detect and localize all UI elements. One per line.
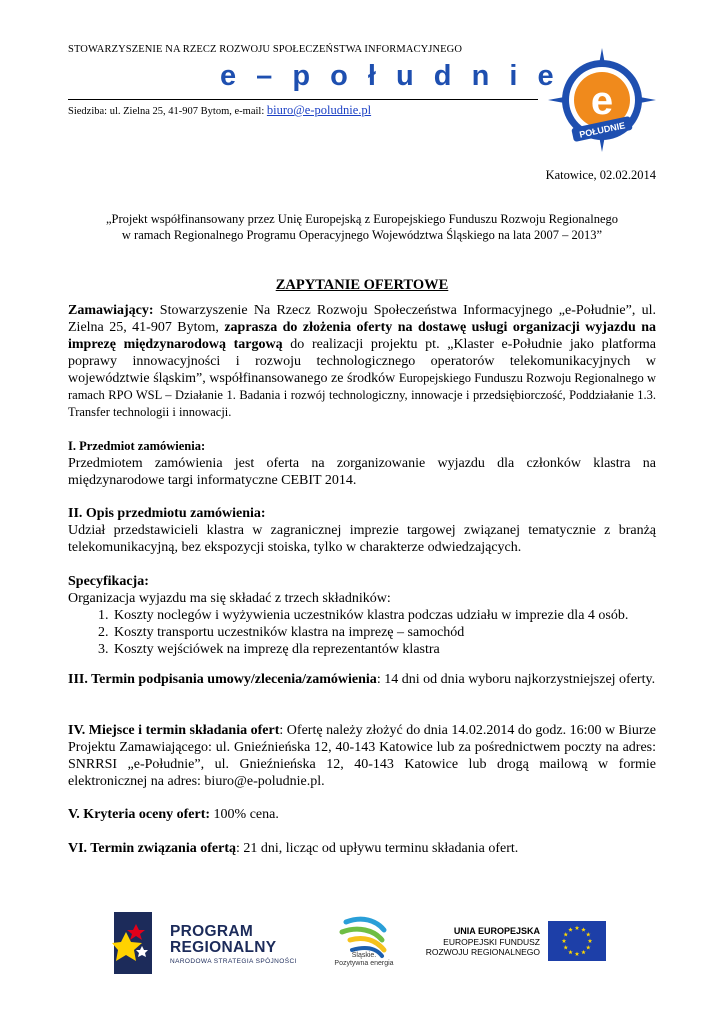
program-line-2: REGIONALNY: [170, 939, 277, 956]
address-text: Siedziba: ul. Zielna 25, 41-907 Bytom, e-mail:: [68, 106, 267, 117]
eu-flag-icon: [548, 921, 606, 961]
section-4-heading: IV. Miejsce i termin składania ofert: [68, 723, 280, 738]
project-cofinancing-note: [68, 211, 656, 243]
document-date: Katowice, 02.02.2014: [545, 168, 656, 182]
footer-logos: [0, 900, 724, 990]
section-6-heading: VI. Termin związania ofertą: [68, 841, 236, 856]
slaskie-text: [320, 952, 408, 968]
intro-bold-text: zaprasza do złożenia oferty na dostawę usługi organizacji wyjazdu na imprezę międzynarodową targową: [68, 320, 656, 352]
section-6: [68, 840, 656, 857]
list-item: 3. Koszty wejściówek na imprezę dla reprezentantów klastra: [112, 641, 656, 658]
header-divider: [68, 99, 538, 100]
program-line-1: PROGRAM: [170, 923, 254, 940]
intro-small-text: Europejskiego Funduszu Rozwoju Regionalnego w ramach RPO WSL – Działanie 1. Badania i rozwój technologiczny, innowacje i przedsiębiorczość, Poddziałanie 1.3. Transfer technologii i innowacji.: [68, 371, 657, 419]
e-poludnie-logo: [546, 46, 658, 154]
document-title: ZAPYTANIE OFERTOWE: [275, 277, 449, 293]
section-1-heading: I. Przedmiot zamówienia:: [68, 439, 206, 453]
section-3-text: : 14 dni od dnia wyboru najkorzystniejszej oferty.: [376, 672, 656, 687]
section-5-text: 100% cena.: [210, 807, 279, 822]
section-5: [68, 806, 656, 823]
headquarters-address: [68, 103, 371, 118]
specification-heading: Specyfikacja:: [68, 574, 149, 589]
section-4: [68, 722, 656, 790]
specification-list: [68, 607, 656, 658]
program-line-3: NARODOWA STRATEGIA SPÓJNOŚCI: [170, 958, 297, 965]
section-1-text: Przedmiotem zamówienia jest oferta na zorganizowanie wyjazdu dla członków klastra na międzynarodowe targi informatyczne CEBIT 2014.: [68, 456, 656, 488]
intro-lead: Zamawiający:: [68, 303, 154, 318]
section-2: [68, 505, 656, 556]
intro-paragraph: [68, 302, 656, 421]
section-6-text: : 21 dni, licząc od upływu terminu składania ofert.: [235, 841, 519, 856]
eu-line-3: ROZWOJU REGIONALNEGO: [425, 947, 540, 957]
slaskie-line-1: Śląskie.: [351, 952, 377, 959]
slaskie-logo: [332, 912, 402, 978]
intro-text-1: Stowarzyszenie Na Rzecz Rozwoju Społeczeństwa Informacyjnego „e-Południe”, ul. Zielna 25, 41-907 Bytom,: [68, 303, 656, 335]
eu-fund-text: [400, 926, 540, 958]
brand-name: e – p o ł u d n i e: [220, 60, 560, 92]
project-note-line-1: „Projekt współfinansowany przez Unię Europejską z Europejskiego Funduszu Rozwoju Regionalnego: [105, 212, 619, 226]
specification-section: [68, 573, 656, 658]
section-3-heading: III. Termin podpisania umowy/zlecenia/zamówienia: [68, 672, 377, 687]
logo-caption: POŁUDNIE: [578, 120, 626, 140]
section-2-text: Udział przedstawicieli klastra w zagranicznej imprezie targowej związanej tematycznie z branżą telekomunikacyjną, bez ekspozycji stoiska, tylko w charakterze odwiedzających.: [68, 523, 656, 555]
section-3: [68, 671, 656, 688]
email-link[interactable]: biuro@e-poludnie.pl: [266, 103, 372, 117]
organization-name: STOWARZYSZENIE NA RZECZ ROZWOJU SPOŁECZEŃSTWA INFORMACYJNEGO: [68, 44, 463, 55]
section-4-text: : Ofertę należy złożyć do dnia 14.02.2014 do godz. 16:00 w Biurze Projektu Zamawiającego: ul. Gnieźnieńska 12, 40-143 Katowice lub za pośrednictwem poczty na adres: SNRRSI „e-Południe”, ul. Gnieźnieńska 12, 40-143 Katowice lub drogą mailową w formie elektronicznej na adres: biuro@e-poludnie.pl.: [68, 723, 656, 789]
slaskie-line-2: Pozytywna energia: [334, 960, 394, 967]
eu-line-2: EUROPEJSKI FUNDUSZ: [443, 936, 540, 947]
section-2-heading: II. Opis przedmiotu zamówienia:: [68, 506, 266, 521]
project-note-line-2: w ramach Regionalnego Programu Operacyjnego Województwa Śląskiego na lata 2007 – 2013”: [121, 228, 603, 242]
list-item: 1. Koszty noclegów i wyżywienia uczestników klastra podczas udziału w imprezie dla 4 osób.: [112, 607, 656, 624]
eu-line-1: UNIA EUROPEJSKA: [453, 926, 540, 936]
section-1: [68, 438, 656, 489]
program-regionalny-text: [170, 924, 297, 965]
logo-letter: e: [590, 79, 614, 123]
section-5-heading: V. Kryteria oceny ofert:: [68, 807, 211, 822]
intro-text-2: do realizacji projektu pt. „Klaster e-Południe jako platforma poprawy innowacyjności i rozwoju technologicznego operatorów telekomunikacyjnych w województwie śląskim”, współfinansowanego ze środków: [68, 337, 656, 386]
list-item: 2. Koszty transportu uczestników klastra na imprezę – samochód: [112, 624, 656, 641]
specification-intro: Organizacja wyjazdu ma się składać z trzech składników:: [68, 591, 391, 606]
